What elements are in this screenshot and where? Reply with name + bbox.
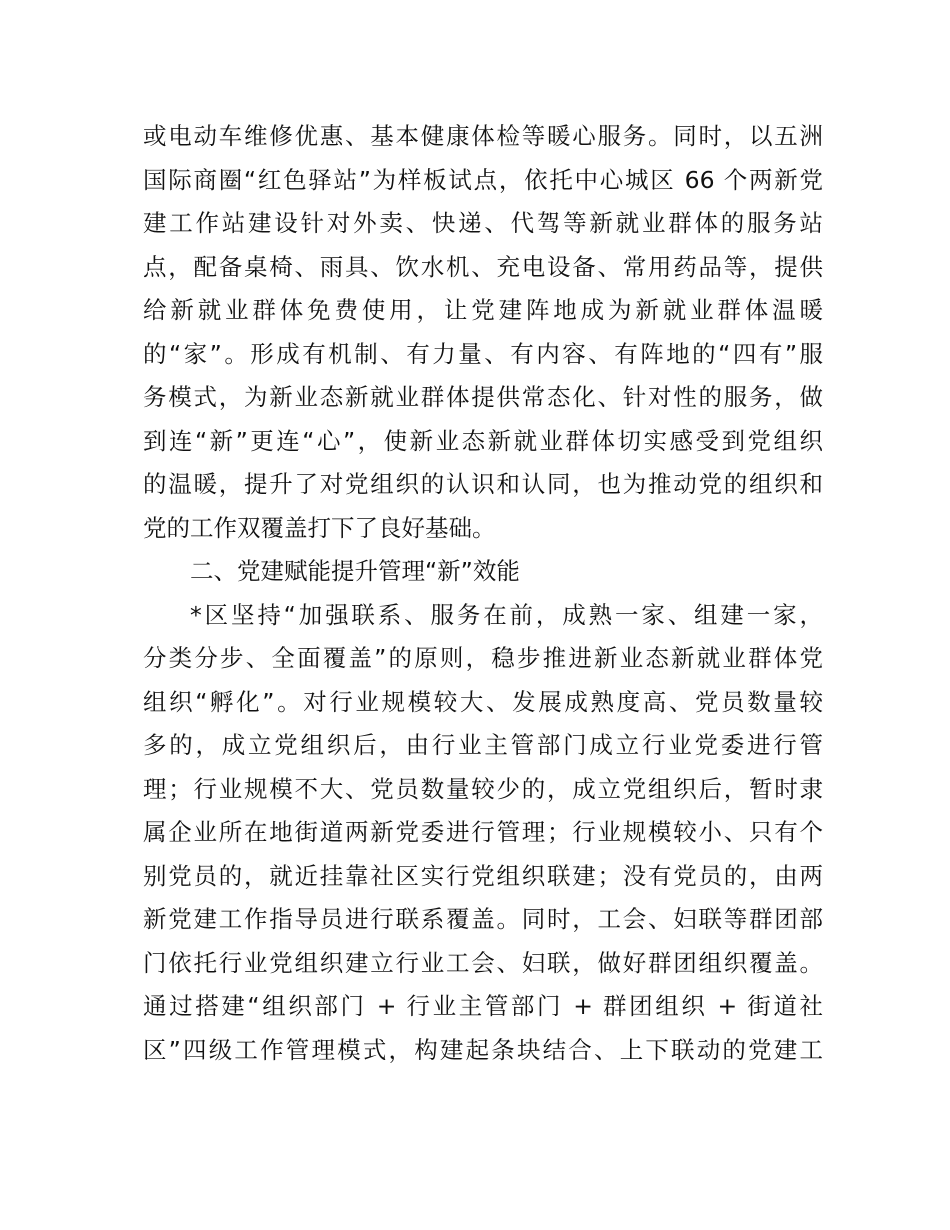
- text-line: 的“家”。形成有机制、有力量、有内容、有阵地的“四有”服: [143, 339, 823, 368]
- text-line: 理；行业规模不大、党员数量较少的，成立党组织后，暂时隶: [143, 774, 823, 803]
- text-line: 属企业所在地街道两新党委进行管理；行业规模较小、只有个: [143, 818, 823, 846]
- text-line: 的温暖，提升了对党组织的认识和认同，也为推动党的组织和: [143, 470, 823, 498]
- text-line: 给新就业群体免费使用，让党建阵地成为新就业群体温暖: [143, 296, 823, 324]
- text-line: 建工作站建设针对外卖、快递、代驾等新就业群体的服务站: [143, 209, 823, 237]
- text-line: 党的工作双覆盖打下了良好基础。: [143, 513, 496, 542]
- text-line: 务模式，为新业态新就业群体提供常态化、针对性的服务，做: [143, 383, 823, 411]
- text-line: 新党建工作指导员进行联系覆盖。同时，工会、妇联等群团部: [143, 905, 823, 933]
- text-line: 点，配备桌椅、雨具、饮水机、充电设备、常用药品等，提供: [143, 252, 823, 281]
- text-line: *区坚持“加强联系、服务在前，成熟一家、组建一家，: [190, 600, 823, 629]
- text-line: 通过搭建“组织部门 + 行业主管部门 + 群团组织 + 街道社: [143, 992, 823, 1020]
- text-line: 或电动车维修优惠、基本健康体检等暖心服务。同时，以五洲: [143, 122, 823, 150]
- section-heading: 二、党建赋能提升管理“新”效能: [190, 557, 520, 585]
- text-line: 国际商圈“红色驿站”为样板试点，依托中心城区 66 个两新党: [143, 165, 823, 194]
- document-body: [143, 115, 823, 1072]
- text-line: 多的，成立党组织后，由行业主管部门成立行业党委进行管: [143, 731, 823, 759]
- text-line: 门依托行业党组织建立行业工会、妇联，做好群团组织覆盖。: [143, 948, 823, 977]
- text-line: 分类分步、全面覆盖”的原则，稳步推进新业态新就业群体党: [143, 644, 823, 672]
- text-line: 区”四级工作管理模式，构建起条块结合、上下联动的党建工: [143, 1035, 823, 1064]
- text-line: 组织“孵化”。对行业规模较大、发展成熟度高、党员数量较: [143, 687, 823, 716]
- text-line: 到连“新”更连“心”，使新业态新就业群体切实感受到党组织: [143, 426, 823, 455]
- text-line: 别党员的，就近挂靠社区实行党组织联建；没有党员的，由两: [143, 861, 823, 890]
